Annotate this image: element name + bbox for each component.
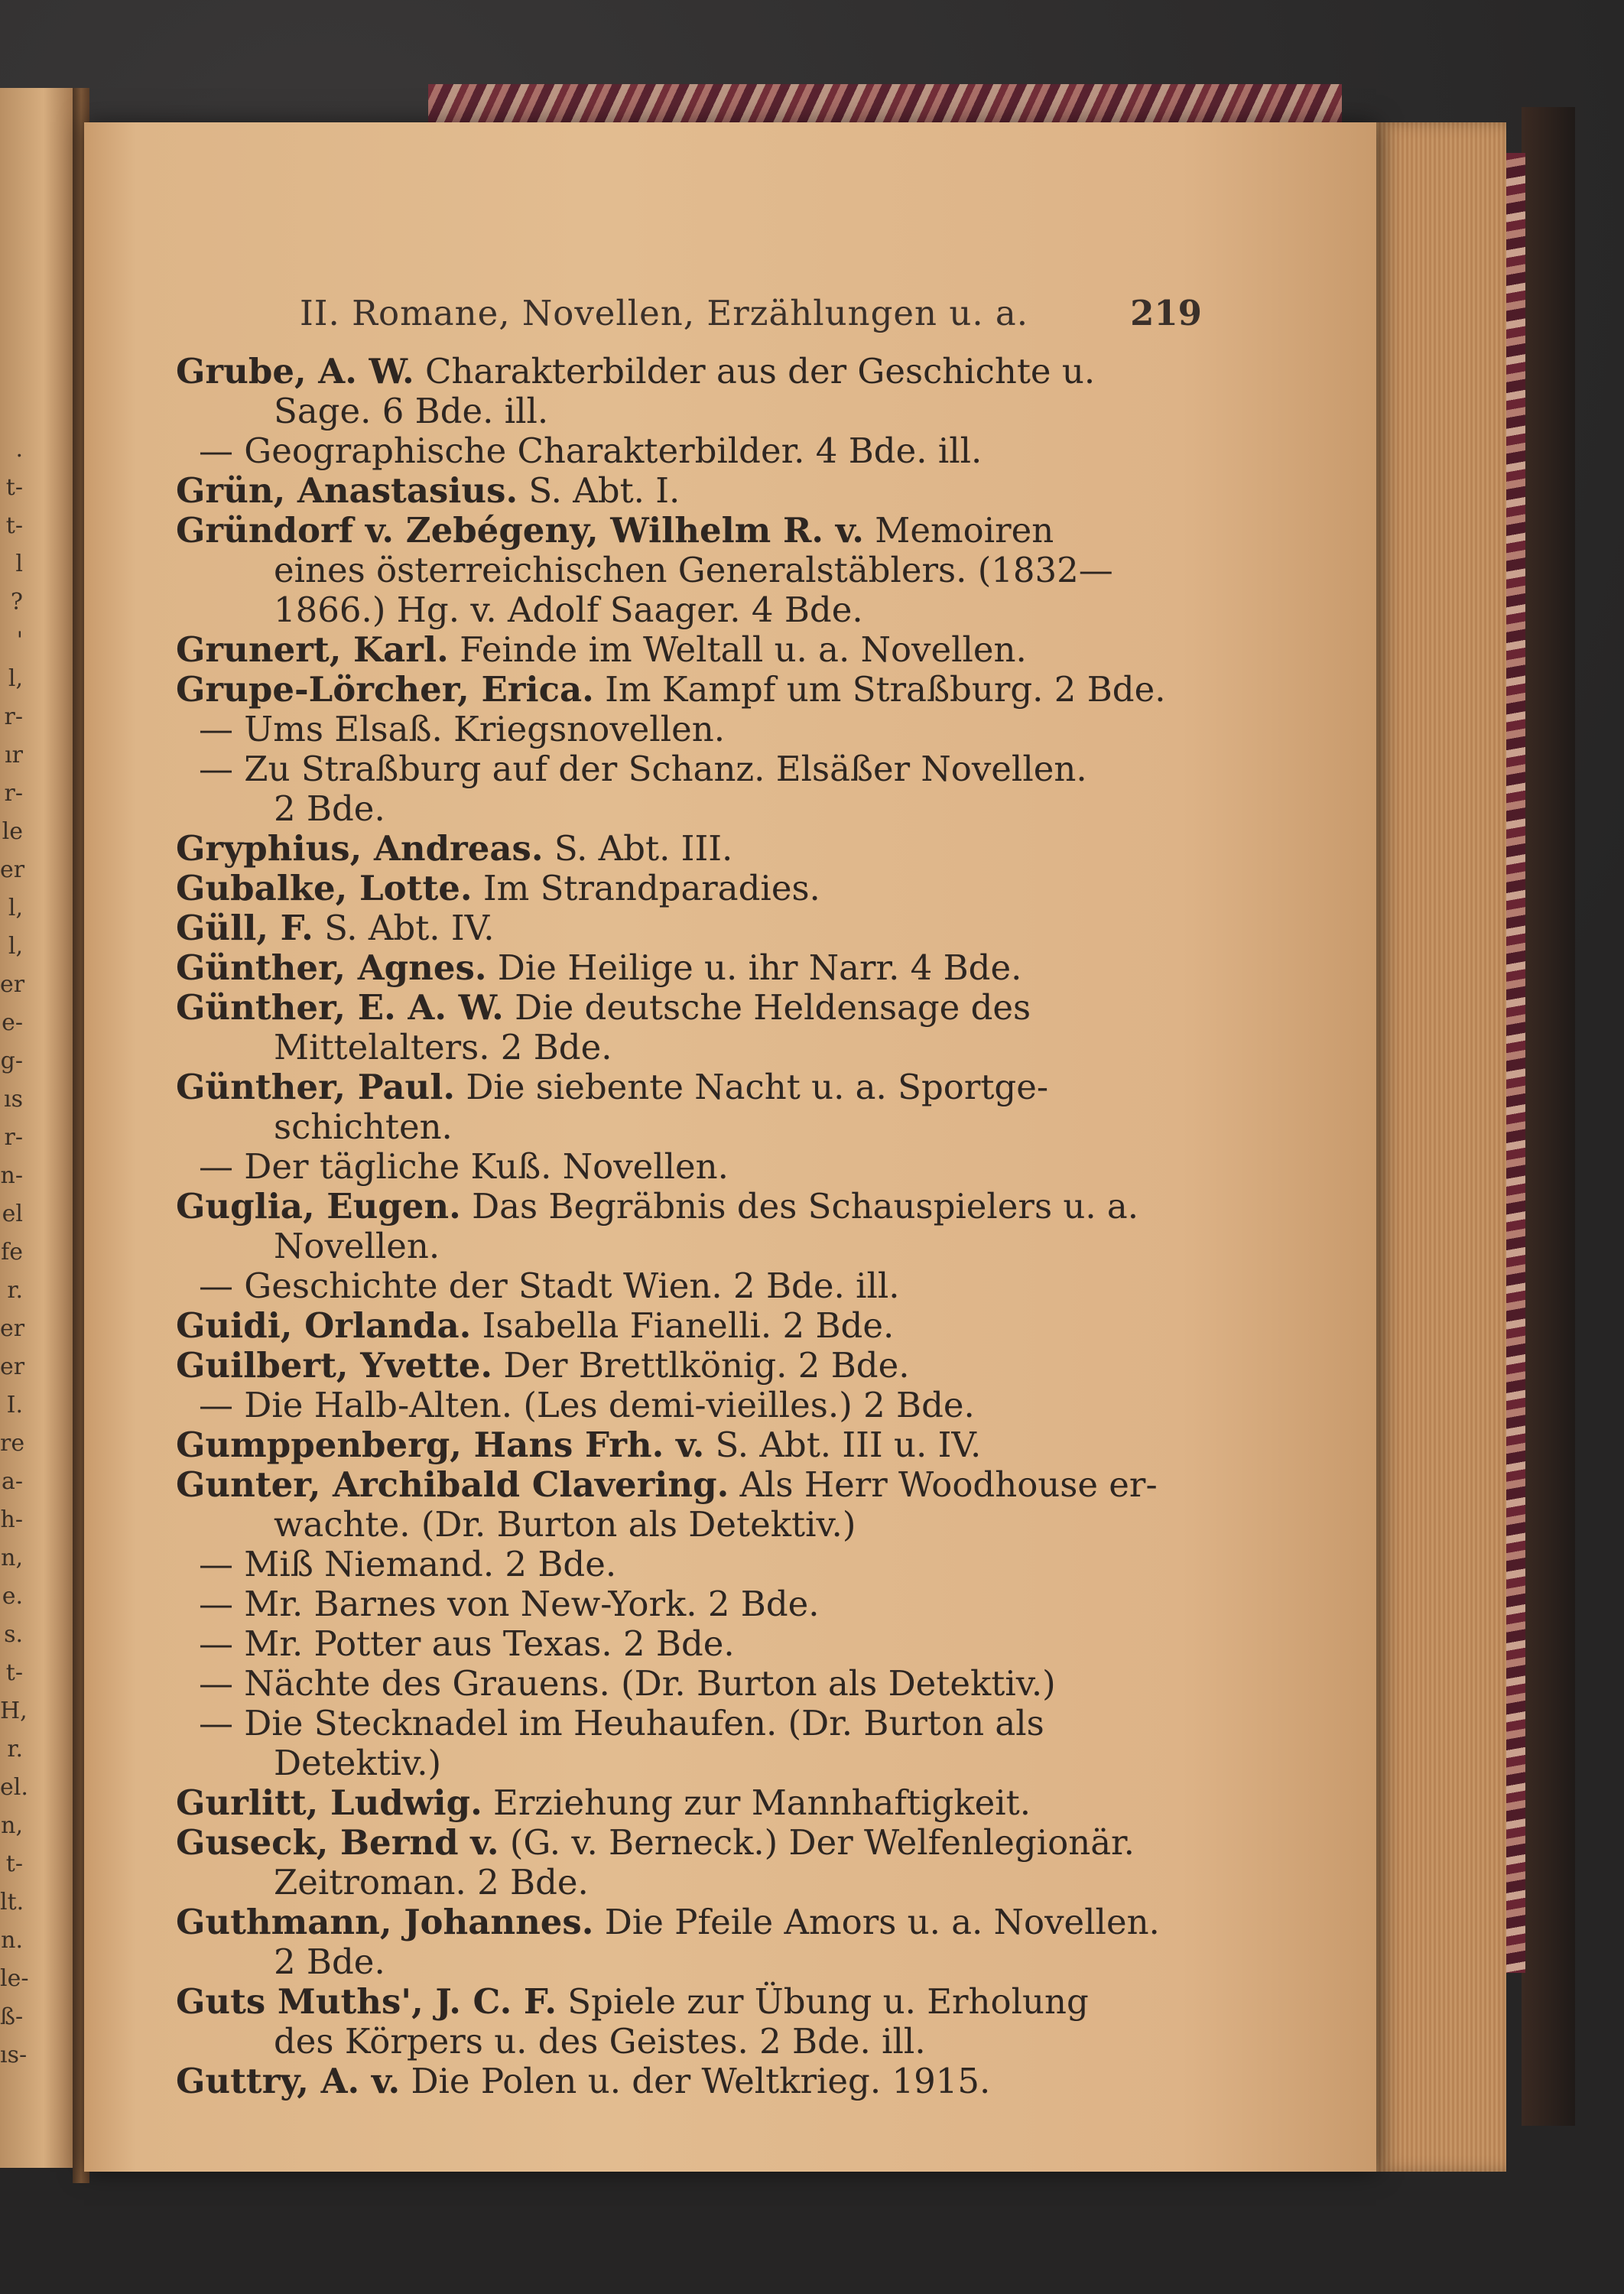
entry-line bbox=[176, 1306, 894, 1346]
left-page-fragment: re bbox=[0, 1430, 25, 1457]
entry-continuation-line bbox=[274, 789, 385, 829]
left-page-fragment: l bbox=[15, 551, 23, 577]
entry-line bbox=[176, 471, 680, 511]
entry-text: (G. v. Berneck.) Der Welfenlegionär. bbox=[499, 1822, 1135, 1863]
entry-text: Novellen. bbox=[274, 1226, 440, 1266]
entry-text: Die siebente Nacht u. a. Sportge- bbox=[455, 1067, 1049, 1107]
book-cover-right bbox=[1522, 107, 1575, 2126]
left-page-fragment: r- bbox=[4, 780, 23, 807]
entry-text: S. Abt. III u. IV. bbox=[704, 1425, 982, 1465]
left-page-fragment: t- bbox=[5, 1850, 23, 1877]
entry-dash-line bbox=[199, 1147, 729, 1187]
left-page-fragment: t- bbox=[5, 474, 23, 501]
entry-dash-line bbox=[199, 1584, 820, 1624]
entry-text: — Der tägliche Kuß. Novellen. bbox=[199, 1146, 729, 1187]
left-page-fragment: ? bbox=[10, 589, 23, 616]
entry-text: 1866.) Hg. v. Adolf Saager. 4 Bde. bbox=[274, 590, 863, 630]
entry-author: Grube, A. W. bbox=[176, 351, 414, 392]
entry-author: Grupe-Lörcher, Erica. bbox=[176, 669, 594, 710]
entry-author: Gubalke, Lotte. bbox=[176, 868, 473, 908]
entry-line bbox=[176, 1346, 910, 1386]
entry-line bbox=[176, 988, 1031, 1028]
entry-line bbox=[176, 1783, 1031, 1823]
left-page-fragment: ır bbox=[5, 742, 23, 768]
left-page-fragment: ß- bbox=[0, 2003, 24, 2030]
left-page-fragment: h- bbox=[0, 1506, 23, 1533]
left-page-fragment: a- bbox=[1, 1468, 23, 1495]
entry-text: S. Abt. I. bbox=[518, 470, 680, 511]
entry-author: Günther, Agnes. bbox=[176, 947, 487, 988]
entry-text: Feinde im Weltall u. a. Novellen. bbox=[448, 629, 1027, 670]
entry-text: des Körpers u. des Geistes. 2 Bde. ill. bbox=[274, 2021, 926, 2062]
left-page-fragment: er bbox=[0, 1315, 25, 1342]
entry-text: Als Herr Woodhouse er- bbox=[729, 1464, 1158, 1505]
entry-text: Im Kampf um Straßburg. 2 Bde. bbox=[593, 669, 1166, 710]
entry-continuation-line bbox=[274, 1227, 440, 1266]
left-page-fragment: le bbox=[2, 818, 23, 845]
left-page-fragment: . bbox=[15, 436, 23, 463]
entry-text: — Geographische Charakterbilder. 4 Bde. ill. bbox=[199, 431, 983, 471]
entry-author: Gunter, Archibald Clavering. bbox=[176, 1464, 729, 1505]
left-page-fragment: l, bbox=[8, 665, 23, 692]
left-page-fragment: H, bbox=[0, 1698, 28, 1724]
entry-author: Guthmann, Johannes. bbox=[176, 1902, 594, 1942]
entry-text: — Die Halb-Alten. (Les demi-vieilles.) 2 Bde. bbox=[199, 1385, 975, 1425]
left-page-fragment: l, bbox=[8, 895, 23, 921]
left-page-fragment: le- bbox=[0, 1965, 29, 1992]
entry-text: schichten. bbox=[274, 1106, 453, 1147]
left-page-fragment: er bbox=[0, 971, 25, 998]
left-page-fragment: t- bbox=[5, 512, 23, 539]
left-page-fragment: e- bbox=[2, 1009, 23, 1036]
entry-dash-line bbox=[199, 710, 725, 749]
left-page-fragment: r- bbox=[4, 703, 23, 730]
entry-text: 2 Bde. bbox=[274, 1941, 385, 1982]
left-page-fragment: el. bbox=[0, 1774, 28, 1801]
entry-text: Der Brettlkönig. 2 Bde. bbox=[492, 1345, 910, 1386]
entry-text: — Mr. Potter aus Texas. 2 Bde. bbox=[199, 1623, 735, 1664]
entry-author: Gründorf v. Zebégeny, Wilhelm R. v. bbox=[176, 510, 864, 551]
entry-line bbox=[176, 908, 495, 948]
entry-author: Grün, Anastasius. bbox=[176, 470, 518, 511]
entry-dash-line bbox=[199, 1704, 1044, 1743]
entry-continuation-line bbox=[274, 590, 863, 630]
entry-text: Die Pfeile Amors u. a. Novellen. bbox=[593, 1902, 1160, 1942]
entry-author: Günther, Paul. bbox=[176, 1067, 456, 1107]
entry-text: Erziehung zur Mannhaftigkeit. bbox=[482, 1782, 1031, 1823]
entry-line bbox=[176, 1465, 1158, 1505]
page-number: 219 bbox=[1130, 293, 1202, 333]
left-page-fragment: I. bbox=[6, 1392, 23, 1418]
entry-line bbox=[176, 948, 1021, 988]
entry-continuation-line bbox=[274, 2022, 926, 2062]
entry-continuation-line bbox=[274, 1942, 385, 1982]
left-page-fragment: ıs- bbox=[0, 2042, 28, 2068]
entry-continuation-line bbox=[274, 392, 548, 431]
entry-line bbox=[176, 511, 1054, 551]
entry-author: Guttry, A. v. bbox=[176, 2061, 401, 2101]
entry-author: Günther, E. A. W. bbox=[176, 987, 504, 1028]
entry-dash-line bbox=[199, 1266, 900, 1306]
entry-line bbox=[176, 1067, 1048, 1107]
entry-line bbox=[176, 1823, 1135, 1863]
entry-text: wachte. (Dr. Burton als Detektiv.) bbox=[274, 1504, 856, 1545]
entry-dash-line bbox=[199, 749, 1087, 789]
left-page-edge bbox=[0, 88, 73, 2168]
entry-text: Im Strandparadies. bbox=[472, 868, 820, 908]
left-page-fragment: s. bbox=[4, 1621, 23, 1648]
entry-line bbox=[176, 1982, 1089, 2022]
entry-line bbox=[176, 2062, 990, 2101]
entry-text: S. Abt. IV. bbox=[313, 908, 495, 948]
entry-dash-line bbox=[199, 431, 982, 471]
entry-author: Gryphius, Andreas. bbox=[176, 828, 544, 869]
entry-author: Guidi, Orlanda. bbox=[176, 1305, 472, 1346]
left-page-fragment: l, bbox=[8, 933, 23, 960]
running-head-title: II. Romane, Novellen, Erzählungen u. a. bbox=[300, 293, 1029, 333]
entry-continuation-line bbox=[274, 1863, 589, 1902]
entry-text: Sage. 6 Bde. ill. bbox=[274, 391, 549, 431]
entry-text: Die Polen u. der Weltkrieg. 1915. bbox=[400, 2061, 991, 2101]
entry-author: Guilbert, Yvette. bbox=[176, 1345, 493, 1386]
entry-text: — Die Stecknadel im Heuhaufen. (Dr. Burton als bbox=[199, 1703, 1044, 1743]
entry-text: Spiele zur Übung u. Erholung bbox=[557, 1981, 1089, 2022]
entry-line bbox=[176, 829, 732, 869]
entry-author: Guts Muths', J. C. F. bbox=[176, 1981, 557, 2022]
left-page-fragment: el bbox=[2, 1201, 23, 1227]
entry-text: — Geschichte der Stadt Wien. 2 Bde. ill. bbox=[199, 1266, 900, 1306]
left-page-fragment: lt. bbox=[0, 1889, 24, 1915]
entry-continuation-line bbox=[274, 1505, 856, 1545]
entry-dash-line bbox=[199, 1545, 616, 1584]
entry-text: — Nächte des Grauens. (Dr. Burton als Detektiv.) bbox=[199, 1663, 1056, 1704]
entry-author: Guglia, Eugen. bbox=[176, 1186, 461, 1227]
entry-author: Grunert, Karl. bbox=[176, 629, 449, 670]
entry-line bbox=[176, 1425, 981, 1465]
entry-text: Zeitroman. 2 Bde. bbox=[274, 1862, 589, 1902]
entry-continuation-line bbox=[274, 551, 1113, 590]
entry-line bbox=[176, 1902, 1160, 1942]
left-page-fragment: n, bbox=[1, 1545, 23, 1571]
left-page-fragment: r. bbox=[7, 1277, 23, 1304]
running-head bbox=[300, 293, 1202, 339]
left-page-fragment: r- bbox=[4, 1124, 23, 1151]
entry-text: eines österreichischen Generalstäblers. (1832— bbox=[274, 550, 1113, 590]
entry-author: Guseck, Bernd v. bbox=[176, 1822, 499, 1863]
left-page-fragment: er bbox=[0, 1353, 25, 1380]
page-block-edge bbox=[1376, 122, 1506, 2172]
entry-text: Mittelalters. 2 Bde. bbox=[274, 1027, 612, 1067]
entry-text: — Zu Straßburg auf der Schanz. Elsäßer Novellen. bbox=[199, 749, 1087, 789]
entry-line bbox=[176, 630, 1027, 670]
entry-line bbox=[176, 1187, 1138, 1227]
entry-text: 2 Bde. bbox=[274, 788, 385, 829]
entry-dash-line bbox=[199, 1664, 1056, 1704]
entry-text: Detektiv.) bbox=[274, 1743, 442, 1783]
entry-continuation-line bbox=[274, 1028, 612, 1067]
entry-dash-line bbox=[199, 1386, 975, 1425]
entry-author: Gurlitt, Ludwig. bbox=[176, 1782, 482, 1823]
entry-dash-line bbox=[199, 1624, 735, 1664]
entry-text: Die deutsche Heldensage des bbox=[503, 987, 1031, 1028]
entry-continuation-line bbox=[274, 1107, 453, 1147]
entry-author: Güll, F. bbox=[176, 908, 313, 948]
left-page-fragment: g- bbox=[0, 1048, 23, 1074]
entry-text: — Ums Elsaß. Kriegsnovellen. bbox=[199, 709, 726, 749]
left-page-fragment: n. bbox=[1, 1927, 23, 1954]
entry-text: S. Abt. III. bbox=[543, 828, 733, 869]
left-page-fragment: ıs bbox=[4, 1086, 23, 1113]
left-page-fragment: t- bbox=[5, 1659, 23, 1686]
entry-line bbox=[176, 869, 820, 908]
left-page-fragment: n- bbox=[0, 1162, 23, 1189]
left-page-fragment: ' bbox=[16, 627, 23, 654]
entry-text: Die Heilige u. ihr Narr. 4 Bde. bbox=[486, 947, 1022, 988]
entry-text: — Miß Niemand. 2 Bde. bbox=[199, 1544, 617, 1584]
left-page-fragment: n, bbox=[1, 1812, 23, 1839]
entry-line bbox=[176, 670, 1166, 710]
entry-continuation-line bbox=[274, 1743, 441, 1783]
entry-line bbox=[176, 352, 1095, 392]
entry-text: Das Begräbnis des Schauspielers u. a. bbox=[460, 1186, 1139, 1227]
entry-text: Isabella Fianelli. 2 Bde. bbox=[471, 1305, 895, 1346]
left-page-fragment: r. bbox=[7, 1736, 23, 1763]
entry-author: Gumppenberg, Hans Frh. v. bbox=[176, 1425, 705, 1465]
left-page-fragment: fe bbox=[1, 1239, 23, 1266]
entry-text: — Mr. Barnes von New-York. 2 Bde. bbox=[199, 1584, 820, 1624]
left-page-fragment: er bbox=[0, 856, 25, 883]
entry-text: Memoiren bbox=[863, 510, 1054, 551]
entry-text: Charakterbilder aus der Geschichte u. bbox=[414, 351, 1096, 392]
left-page-fragment: e. bbox=[2, 1583, 23, 1610]
